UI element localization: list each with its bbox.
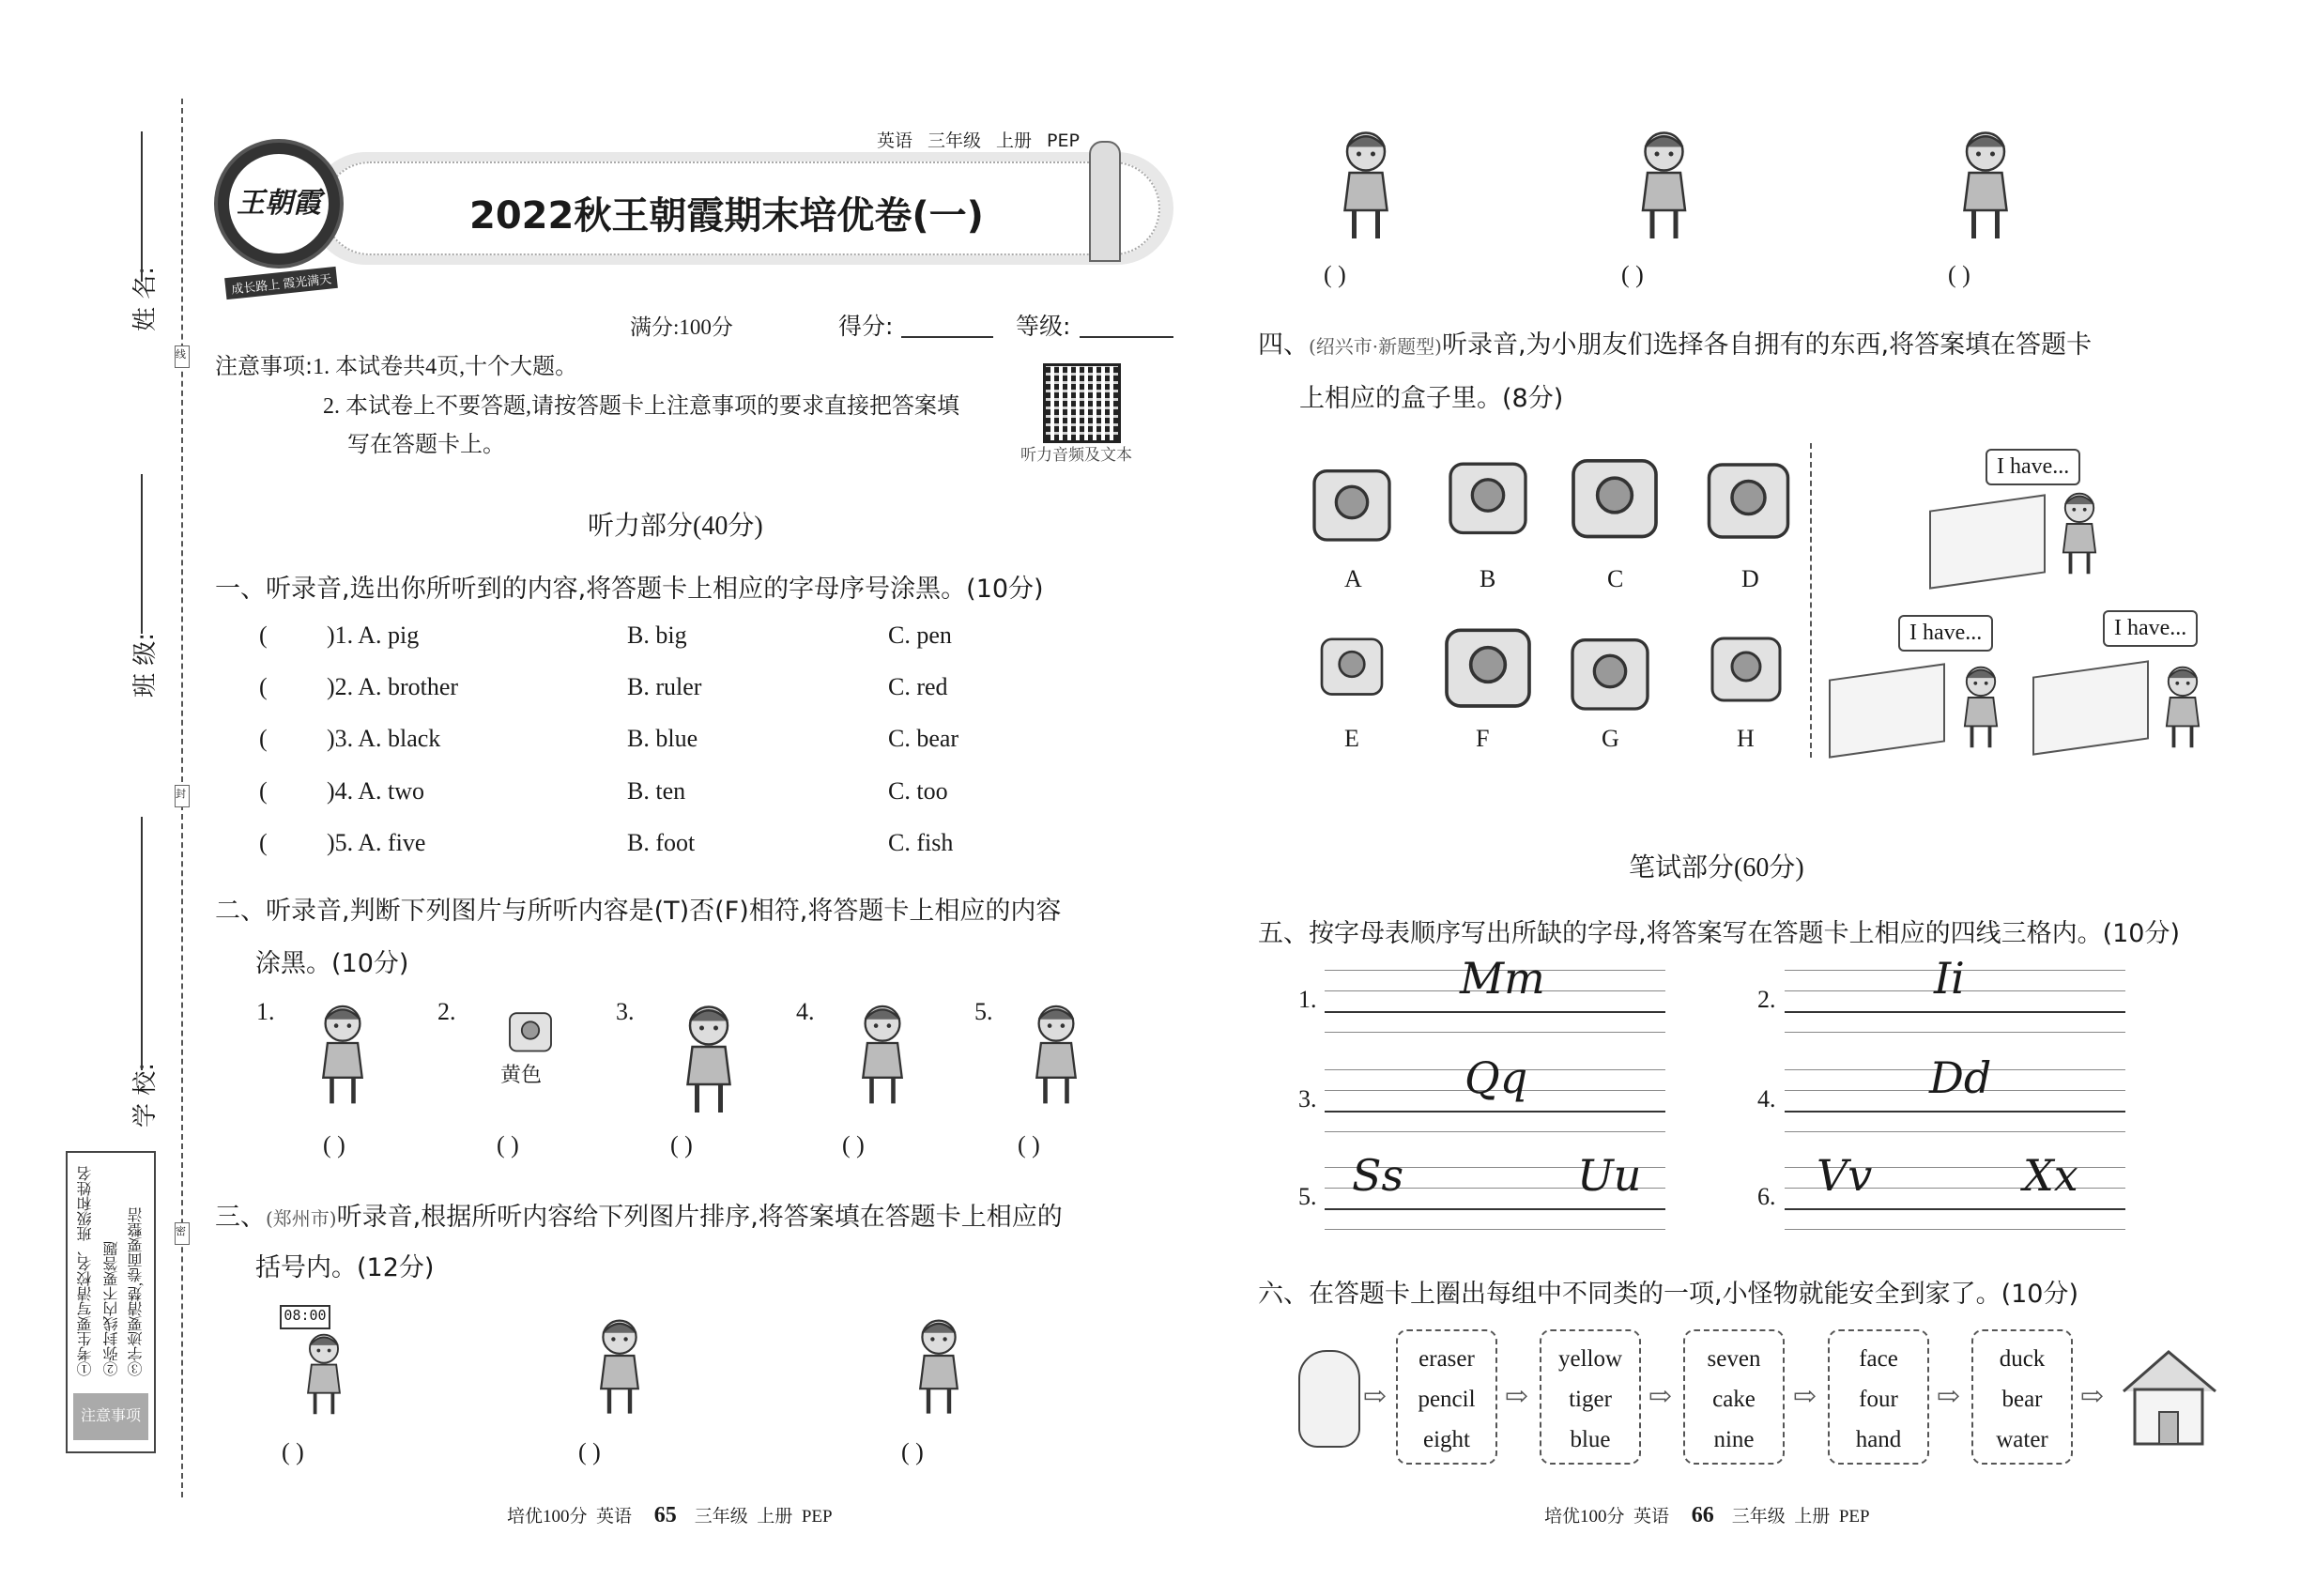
footer-term: 上册: [757, 1507, 793, 1527]
illustration-pencil-box: [1296, 455, 1408, 549]
logo-text: 王朝霞: [229, 154, 329, 253]
option-c: C. red: [888, 673, 948, 700]
illustration-kids-drawing: [868, 1314, 1009, 1418]
illustration-dog: [1704, 615, 1788, 718]
arrow-icon: ⇨: [1648, 1381, 1673, 1412]
tag-grade: 三年级: [928, 130, 982, 151]
item-label: G: [1602, 725, 1619, 752]
footer-right: [1544, 1502, 1870, 1528]
letter-pair: Ss: [1352, 1150, 1404, 1201]
word-group: [1828, 1329, 1929, 1465]
note-1: 1. 本试卷共4页,十个大题。: [313, 355, 578, 379]
option-b: B. foot: [627, 829, 696, 856]
footer-book: 培优100分: [1544, 1507, 1625, 1527]
answer-paren[interactable]: ( ): [497, 1131, 519, 1159]
word-group: [1540, 1329, 1641, 1465]
option-b: B. blue: [627, 725, 698, 752]
footer-subject: 英语: [1633, 1507, 1670, 1527]
illustration-children-room: [648, 1000, 770, 1117]
word-option[interactable]: face: [1859, 1346, 1898, 1372]
illustration-girl: [2150, 662, 2216, 751]
grid-number: 4.: [1757, 1085, 1776, 1113]
qr-caption: 听力音频及文本: [1020, 446, 1132, 464]
item-label: E: [1344, 725, 1359, 752]
lighthouse-icon: [1089, 141, 1121, 262]
clock: 08:00: [280, 1305, 330, 1329]
word-option[interactable]: seven: [1707, 1346, 1761, 1372]
word-group: [1971, 1329, 2073, 1465]
footer-subject: 英语: [596, 1507, 633, 1527]
footer-edition: PEP: [801, 1507, 833, 1527]
word-option[interactable]: nine: [1713, 1427, 1755, 1452]
illustration-milk: [1314, 610, 1389, 718]
letter-pair: Vv: [1817, 1150, 1873, 1201]
word-option[interactable]: eight: [1423, 1427, 1470, 1452]
header-tags: [877, 127, 1080, 152]
footer-book: 培优100分: [507, 1507, 588, 1527]
item-label: F: [1476, 725, 1490, 752]
illustration-two-kids: [1605, 126, 1723, 243]
illustration-kids-table: [544, 1314, 695, 1418]
score-field[interactable]: [901, 336, 993, 338]
illustration-panda: [1441, 441, 1535, 549]
word-group: [1396, 1329, 1497, 1465]
arrow-icon: ⇨: [1793, 1381, 1817, 1412]
word-option[interactable]: yellow: [1557, 1346, 1623, 1372]
word-option[interactable]: pencil: [1418, 1387, 1476, 1412]
class-field[interactable]: [141, 474, 143, 634]
grade-field[interactable]: [1080, 336, 1173, 338]
arrow-icon: ⇨: [1937, 1381, 1961, 1412]
grid-number: 3.: [1298, 1085, 1317, 1113]
option-a: )5. A. five: [327, 829, 426, 856]
word-option[interactable]: four: [1859, 1387, 1898, 1412]
footer-term: 上册: [1794, 1507, 1831, 1527]
grade-label: 等级:: [1016, 313, 1071, 340]
illustration-kite: [1436, 608, 1540, 721]
letter-pair: Uu: [1577, 1150, 1642, 1201]
logo-ribbon: 成长路上 霞光满天: [224, 267, 338, 299]
score-label: 得分:: [838, 313, 894, 340]
illustration-boy: [1948, 662, 2014, 751]
word-option[interactable]: hand: [1855, 1427, 1902, 1452]
answer-paren[interactable]: ( ): [282, 1438, 304, 1466]
item-label: C: [1607, 565, 1624, 592]
notice-title: 注意事项: [73, 1393, 148, 1440]
letter-pair: Ii: [1934, 953, 1965, 1004]
q2-number: 5.: [974, 998, 993, 1025]
page-number: 65: [653, 1503, 677, 1527]
option-c: C. fish: [888, 829, 954, 856]
option-c: C. bear: [888, 725, 959, 752]
answer-box[interactable]: [2032, 660, 2149, 755]
q4-heading: [1258, 324, 2092, 361]
speech-bubble: I have...: [1898, 615, 1993, 652]
q3-text: 听录音,根据所听内容给下列图片排序,将答案填在答题卡上相应的: [336, 1203, 1063, 1232]
divider: [1810, 443, 1812, 758]
tag-term: 上册: [996, 130, 1033, 151]
answer-box[interactable]: [1829, 663, 1945, 758]
answer-paren[interactable]: (: [259, 622, 268, 649]
logo: [214, 139, 344, 269]
illustration-books: [1699, 446, 1798, 549]
illustration-boy: [836, 1000, 929, 1108]
item-label: B: [1480, 565, 1496, 592]
illustration-classroom: [1915, 126, 2056, 243]
tag-subject: 英语: [877, 130, 913, 151]
footer-edition: PEP: [1838, 1507, 1870, 1527]
writing-section-title: 笔试部分(60分): [1629, 853, 1804, 882]
word-option[interactable]: eraser: [1418, 1346, 1475, 1372]
item-label: D: [1741, 565, 1759, 592]
illustration-girl-eating: [1009, 1000, 1103, 1108]
option-c: C. pen: [888, 622, 952, 649]
full-score: 满分:100分: [630, 315, 733, 339]
option-a: )2. A. brother: [327, 673, 459, 700]
illustration-girl-window: [1296, 126, 1436, 243]
arrow-icon: ⇨: [2080, 1381, 2105, 1412]
option-b: B. big: [627, 622, 687, 649]
answer-paren[interactable]: ( ): [1324, 261, 1346, 288]
illustration-elephant: [1563, 441, 1666, 549]
answer-paren[interactable]: ( ): [842, 1131, 865, 1159]
answer-box[interactable]: [1929, 494, 2046, 589]
q4-heading-cont: 上相应的盒子里。(8分): [1299, 384, 1564, 413]
answer-paren[interactable]: ( ): [1018, 1131, 1040, 1159]
notice-item: ②弥封线内不要答题: [104, 1241, 120, 1376]
option-b: B. ten: [627, 777, 686, 805]
q3-heading-cont: 括号内。(12分): [255, 1253, 435, 1282]
school-field[interactable]: [141, 817, 143, 1070]
grid-number: 6.: [1757, 1183, 1776, 1210]
arrow-icon: ⇨: [1363, 1381, 1388, 1412]
seal-mark: 封: [175, 785, 190, 807]
seal-mark: 线: [175, 345, 190, 368]
word-option[interactable]: water: [1996, 1427, 2048, 1452]
option-a: )1. A. pig: [327, 622, 420, 649]
footer-left: [507, 1502, 833, 1528]
letter-pair: Mm: [1460, 953, 1545, 1004]
q3-heading: [215, 1196, 1063, 1233]
q4-prefix: 四、: [1258, 330, 1309, 360]
footer-grade: 三年级: [1731, 1507, 1786, 1527]
q3-prefix: 三、: [215, 1203, 266, 1232]
letter-pair: Dd: [1929, 1052, 1992, 1103]
monster-icon: [1298, 1350, 1360, 1448]
illustration-girl: [291, 1000, 394, 1108]
arrow-icon: ⇨: [1505, 1381, 1529, 1412]
q5-heading: 五、按字母表顺序写出所缺的字母,将答案写在答题卡上相应的四线三格内。(10分): [1258, 919, 2181, 948]
illustration-paint-tube: [488, 1005, 573, 1056]
school-label: 学 校:: [131, 1062, 161, 1128]
q6-heading: 六、在答题卡上圈出每组中不同类的一项,小怪物就能安全到家了。(10分): [1258, 1280, 2079, 1309]
illustration-girl: [2047, 488, 2112, 577]
word-option[interactable]: bear: [2001, 1387, 2043, 1412]
word-group: [1683, 1329, 1785, 1465]
illustration-mother-son: [263, 1329, 385, 1418]
letter-pair: Xx: [2023, 1150, 2078, 1201]
q2-number: 4.: [796, 998, 815, 1025]
grid-number: 2.: [1757, 986, 1776, 1013]
illustration-cake: [1558, 624, 1662, 718]
class-label: 班 级:: [131, 632, 161, 698]
q4-text: 听录音,为小朋友们选择各自拥有的东西,将答案填在答题卡: [1441, 330, 2093, 360]
notice-item: ①考生要写清校名、班级和姓名: [78, 1166, 94, 1376]
option-b: B. ruler: [627, 673, 702, 700]
page-number: 66: [1691, 1503, 1714, 1527]
listening-section-title: 听力部分(40分): [588, 512, 763, 541]
name-field[interactable]: [141, 131, 143, 282]
word-option[interactable]: blue: [1570, 1427, 1611, 1452]
letter-pair: Qq: [1464, 1052, 1528, 1103]
notice-box: [66, 1151, 156, 1453]
q2-number: 1.: [256, 998, 275, 1025]
seal-mark: 密: [175, 1222, 190, 1245]
q2-number: 2.: [437, 998, 456, 1025]
notes: [215, 347, 577, 380]
word-option[interactable]: tiger: [1569, 1387, 1612, 1412]
grid-number: 5.: [1298, 1183, 1317, 1210]
pic-label-yellow: 黄色: [500, 1063, 543, 1086]
answer-paren[interactable]: ( ): [323, 1131, 345, 1159]
word-option[interactable]: duck: [1999, 1346, 2046, 1372]
q3-source: (郑州市): [266, 1207, 337, 1230]
option-a: )4. A. two: [327, 777, 424, 805]
answer-paren[interactable]: (: [259, 829, 268, 856]
q2-heading: 二、听录音,判断下列图片与所听内容是(T)否(F)相符,将答题卡上相应的内容: [215, 897, 1062, 926]
notice-item: ③字迹要清楚,卷面要整洁: [129, 1207, 145, 1376]
qr-code[interactable]: [1043, 363, 1121, 443]
speech-bubble: I have...: [2103, 610, 2198, 647]
note-2: 2. 本试卷上不要答题,请按答题卡上注意事项的要求直接把答案填: [323, 394, 959, 419]
option-c: C. too: [888, 777, 948, 805]
house-icon: [2114, 1344, 2222, 1450]
word-option[interactable]: cake: [1712, 1387, 1756, 1412]
item-label: H: [1737, 725, 1755, 752]
answer-paren[interactable]: ( ): [1621, 261, 1644, 288]
answer-paren[interactable]: (: [259, 725, 268, 752]
footer-grade: 三年级: [694, 1507, 748, 1527]
answer-paren[interactable]: ( ): [901, 1438, 924, 1466]
answer-paren[interactable]: ( ): [1948, 261, 1970, 288]
note-2-cont: 写在答题卡上。: [347, 433, 505, 457]
answer-paren[interactable]: ( ): [670, 1131, 693, 1159]
speech-bubble: I have...: [1986, 449, 2080, 485]
q2-heading-cont: 涂黑。(10分): [255, 949, 409, 978]
option-a: )3. A. black: [327, 725, 441, 752]
q2-number: 3.: [616, 998, 635, 1025]
answer-paren[interactable]: ( ): [578, 1438, 601, 1466]
tag-edition: PEP: [1047, 130, 1080, 151]
q4-source: (绍兴市·新题型): [1309, 335, 1442, 358]
name-label: 姓 名:: [131, 266, 161, 332]
page-title: 2022秋王朝霞期末培优卷(一): [469, 194, 984, 238]
answer-paren[interactable]: (: [259, 673, 268, 700]
notes-label: 注意事项:: [215, 353, 314, 379]
item-label: A: [1344, 565, 1362, 592]
answer-paren[interactable]: (: [259, 777, 268, 805]
q1-heading: 一、听录音,选出你所听到的内容,将答题卡上相应的字母序号涂黑。(10分): [215, 575, 1044, 604]
grid-number: 1.: [1298, 986, 1317, 1013]
